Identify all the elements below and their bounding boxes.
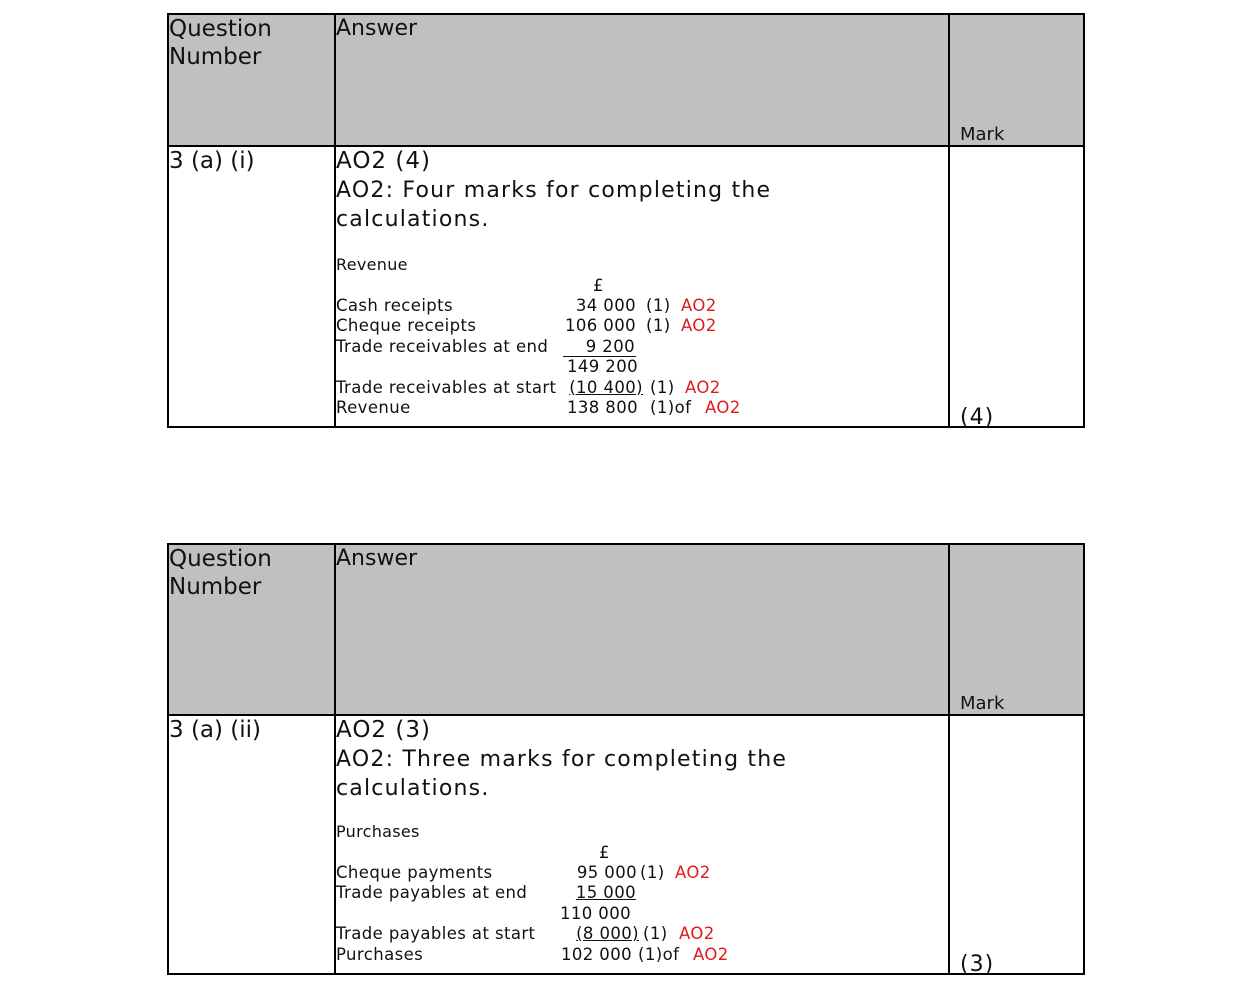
mark-cell xyxy=(949,715,1084,977)
row-label: Trade receivables at start xyxy=(336,377,557,397)
table-header-row xyxy=(168,544,1084,715)
currency-symbol: £ xyxy=(593,276,604,295)
row-mark: (1) xyxy=(646,296,671,315)
section-title: Purchases xyxy=(336,822,420,841)
row-ao: AO2 xyxy=(681,296,717,315)
row-mark: (1) xyxy=(650,377,675,397)
question-number: 3 (a) (ii) xyxy=(168,715,335,974)
row-ao: AO2 xyxy=(693,944,729,964)
mark-scheme-table-3aii xyxy=(167,543,1085,975)
calc-row xyxy=(336,337,756,357)
row-label: Trade payables at end xyxy=(336,883,528,903)
calc-row xyxy=(336,378,756,398)
row-ao: AO2 xyxy=(685,377,721,397)
ao-description: AO2: Three marks for completing the calculations. xyxy=(336,747,788,801)
row-amount: 9 200 xyxy=(585,336,635,356)
calc-row xyxy=(336,863,756,883)
table-header-row xyxy=(168,14,1084,146)
row-amount: (10 400) xyxy=(569,377,643,397)
row-mark: (1) xyxy=(640,863,665,882)
row-amount: 138 800 xyxy=(566,397,638,417)
header-mark: Mark xyxy=(960,693,1005,714)
row-amount: 110 000 xyxy=(559,903,631,923)
header-question-number: Question Number xyxy=(168,14,335,146)
row-amount: 102 000 xyxy=(560,944,632,964)
calc-row xyxy=(336,316,756,336)
header-mark-cell xyxy=(949,14,1084,146)
row-amount: 149 200 xyxy=(566,357,638,377)
row-mark: (1)of xyxy=(650,397,692,417)
row-mark: (1)of xyxy=(638,944,680,964)
header-mark-cell xyxy=(949,544,1084,715)
row-label: Cheque payments xyxy=(336,863,493,882)
table-body-row xyxy=(168,715,1084,974)
calc-row xyxy=(336,883,756,903)
calc-row xyxy=(336,296,756,316)
calculation-block xyxy=(336,843,948,973)
calculation-rows xyxy=(336,863,756,965)
table-body-row xyxy=(168,146,1084,427)
row-label: Cheque receipts xyxy=(336,316,477,336)
row-label: Cash receipts xyxy=(336,296,454,315)
header-answer: Answer xyxy=(335,544,949,715)
total-marks: (4) xyxy=(960,405,995,430)
currency-symbol: £ xyxy=(599,843,610,862)
question-number: 3 (a) (i) xyxy=(168,146,335,427)
row-ao: AO2 xyxy=(705,397,741,417)
row-label: Purchases xyxy=(336,944,424,964)
mark-cell xyxy=(949,146,1084,430)
ao-heading: AO2 (3) xyxy=(336,717,431,743)
row-ao: AO2 xyxy=(679,924,715,944)
row-ao: AO2 xyxy=(675,863,711,882)
answer-cell xyxy=(335,146,949,427)
header-answer: Answer xyxy=(335,14,949,146)
calc-row xyxy=(336,357,756,377)
calc-row xyxy=(336,924,756,944)
row-amount: (8 000) xyxy=(576,924,639,944)
header-question-number: Question Number xyxy=(168,544,335,715)
row-amount: 15 000 xyxy=(575,883,636,903)
calc-row xyxy=(336,398,756,418)
row-mark: (1) xyxy=(646,316,671,336)
row-ao: AO2 xyxy=(681,316,717,336)
calc-row xyxy=(336,945,756,965)
calculation-rows xyxy=(336,296,756,418)
mark-table xyxy=(167,13,1085,428)
section-title: Revenue xyxy=(336,255,408,274)
row-mark: (1) xyxy=(643,924,668,944)
row-amount: 34 000 xyxy=(575,296,636,315)
calc-row xyxy=(336,904,756,924)
mark-scheme-table-3ai xyxy=(167,13,1085,428)
ao-heading: AO2 (4) xyxy=(336,148,431,174)
mark-table xyxy=(167,543,1085,975)
answer-cell xyxy=(335,715,949,974)
row-label: Trade payables at start xyxy=(336,924,536,944)
row-label: Trade receivables at end xyxy=(336,336,549,356)
total-marks: (3) xyxy=(960,952,995,977)
row-amount: 95 000 xyxy=(576,863,637,882)
calculation-block xyxy=(336,276,948,426)
row-label: Revenue xyxy=(336,397,411,417)
header-mark: Mark xyxy=(960,124,1005,145)
ao-description: AO2: Four marks for completing the calculations. xyxy=(336,178,772,232)
row-amount: 106 000 xyxy=(564,316,636,336)
